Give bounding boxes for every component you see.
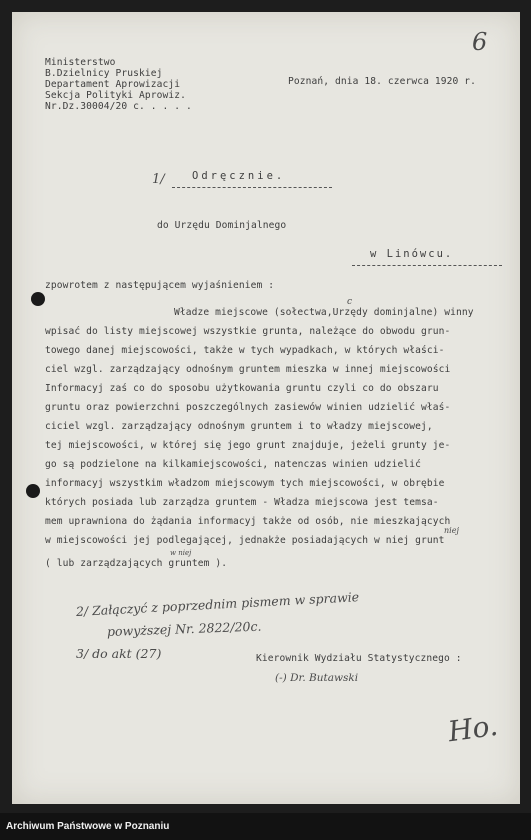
archive-label: Archiwum Państwowe w Poznaniu: [6, 821, 170, 832]
body-line: towego danej miejscowości, także w tych wypadkach, w których właści-: [45, 345, 445, 356]
punch-hole: [26, 484, 40, 498]
title-rule: [172, 187, 332, 188]
body-line: Informacyj zaś co do sposobu użytkowania gruntu czyli co do obszaru: [45, 383, 439, 394]
item-mark-one: 1/: [152, 172, 165, 187]
sender-line: Departament Aprowizacji: [45, 79, 181, 90]
sender-line: Ministerstwo: [45, 57, 116, 68]
correction-mark: c: [347, 297, 353, 307]
date-line: Poznań, dnia 18. czerwca 1920 r.: [288, 76, 477, 87]
body-line: wpisać do listy miejscowej wszystkie grunta, należące do obwodu grun-: [45, 326, 451, 337]
sender-line: Nr.Dz.30004/20 c. . . . .: [45, 101, 192, 112]
body-line: których posiada lub zarządza gruntem - Władza miejscowa jest temsa-: [45, 497, 439, 508]
handwritten-note: 3/ do akt (27): [76, 646, 162, 661]
body-line: ciel wzgl. zarządzający odnośnym gruntem mieszka w innej miejscowości: [45, 364, 451, 375]
correction-mark: niej: [444, 526, 459, 535]
punch-hole: [31, 292, 45, 306]
body-line: mem uprawniona do żądania informacyj także od osób, nie mieszkających: [45, 516, 451, 527]
recipient-line2: w Linówcu.: [370, 248, 454, 260]
body-line: informacyj wszystkim władzom miejscowym tych miejscowości, w obrębie: [45, 478, 445, 489]
body-line: tej miejscowości, w której się jego grunt znajduje, jeżeli grunty je-: [45, 440, 451, 451]
correction-mark: w niej: [170, 549, 192, 557]
body-line: ( lub zarządzających gruntem ).: [45, 558, 228, 569]
signature-title: Kierownik Wydziału Statystycznego :: [256, 653, 462, 664]
handwritten-note: 2/ Załączyć z poprzednim pismem w sprawie: [75, 589, 360, 619]
body-line: go są podzielone na kilkamiejscowości, natenczas winien udzielić: [45, 459, 422, 470]
archive-footer: [0, 813, 531, 840]
body-line: Władze miejscowe (sołectwa,Urzędy dominjalne) winny: [174, 307, 474, 318]
document-title: Odręcznie.: [192, 170, 286, 182]
handwritten-note: powyższej Nr. 2822/20c.: [106, 618, 262, 639]
body-line: w miejscowości jej podlegającej, jednakże posiadających w niej grunt: [45, 535, 445, 546]
document-page: [12, 12, 520, 804]
body-line: ciciel wzgl. zarządzający odnośnym gruntem i to władzy miejscowej,: [45, 421, 433, 432]
intro-line: zpowrotem z następującem wyjaśnieniem :: [45, 280, 275, 291]
signature-name: (-) Dr. Butawski: [275, 672, 359, 684]
initial-mark: Ho.: [445, 708, 500, 749]
page-number: 6: [472, 28, 488, 56]
sender-line: B.Dzielnicy Pruskiej: [45, 68, 163, 79]
body-line: gruntu oraz powierzchni poszczególnych zasiewów winien udzielić właś-: [45, 402, 451, 413]
recipient-line1: do Urzędu Dominjalnego: [157, 220, 287, 231]
sender-line: Sekcja Polityki Aprowiz.: [45, 90, 187, 101]
recipient-rule: [352, 265, 502, 266]
